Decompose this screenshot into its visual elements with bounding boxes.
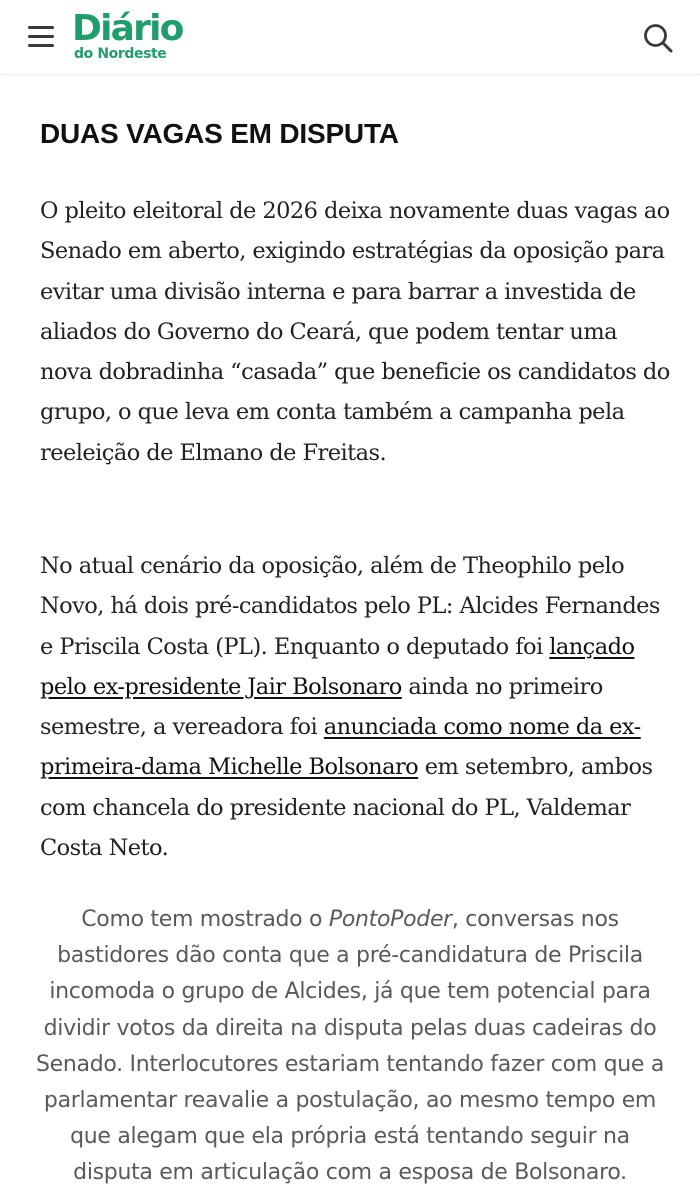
logo-wordmark: Diário	[72, 8, 183, 49]
logo-subtitle: do Nordeste	[74, 46, 167, 62]
quote-emphasis: PontoPoder	[328, 907, 452, 932]
site-header	[0, 0, 700, 75]
quote-text: Como tem mostrado o	[81, 907, 329, 932]
quote-text: , conversas nos bastidores dão conta que a pré-candidatura de Priscila incomoda o grupo de Alcides, já que tem potencial para dividir votos da direita na disputa pelas duas cadeiras do Senado. Interlocutores estariam tentando fazer com que a parlamentar reavalie a postulação, ao mesmo tempo em que alegam que ela própria está tentando seguir na disputa em articulação com a esposa de Bolsonaro.	[35, 907, 665, 1186]
link-jair-bolsonaro[interactable]: lançado pelo ex-presidente Jair Bolsonaro	[40, 633, 635, 700]
article-paragraph: O pleito eleitoral de 2026 deixa novamente duas vagas ao Senado em aberto, exigindo estratégias da oposição para evitar uma divisão interna e para barrar a investida de aliados do Governo do Ceará, que podem tentar uma nova dobradinha “casada” que beneficie os candidatos do grupo, o que leva em conta também a campanha pela reeleição de Elmano de Freitas.	[40, 198, 670, 466]
search-icon[interactable]	[640, 20, 676, 56]
pull-quote	[30, 902, 670, 1192]
hamburger-menu-icon[interactable]	[26, 22, 56, 52]
section-title: DUAS VAGAS EM DISPUTA	[40, 118, 399, 149]
link-michelle-bolsonaro[interactable]: anunciada como nome da ex-primeira-dama Michelle Bolsonaro	[40, 714, 641, 781]
paragraph-text: em setembro, ambos com chancela do presidente nacional do PL, Valdemar Costa Neto.	[40, 754, 653, 862]
article-paragraph	[40, 546, 670, 868]
site-logo[interactable]	[72, 8, 192, 64]
paragraph-text: No atual cenário da oposição, além de Theophilo pelo Novo, há dois pré-candidatos pelo PL: Alcides Fernandes e Priscila Costa (PL). Enquanto o deputado foi	[40, 553, 660, 660]
paragraph-text: ainda no primeiro semestre, a vereadora foi	[40, 673, 603, 741]
